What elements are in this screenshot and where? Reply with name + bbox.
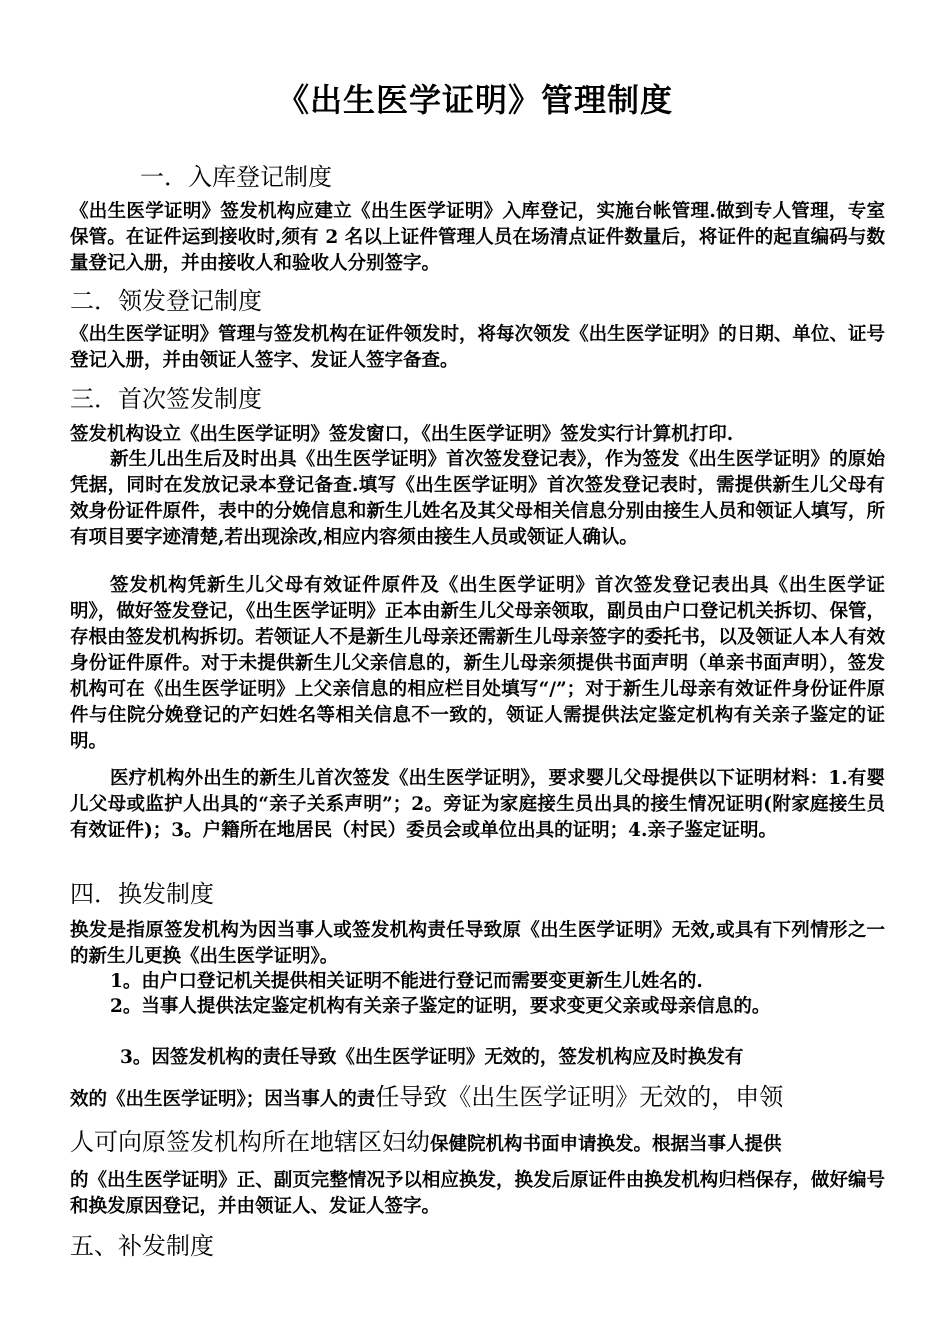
page-title: 《出生医学证明》管理制度 [276,81,673,119]
section-heading-2: 二．领发登记制度 [70,287,262,315]
list-item: 1。由户口登记机关提供相关证明不能进行登记而需要变更新生儿姓名的. [110,971,703,992]
section-heading-1: 一．入库登记制度 [140,163,332,191]
paragraph: 医疗机构外出生的新生儿首次签发《出生医学证明》，要求婴儿父母提供以下证明材料：1.有婴儿父母或监护人出具的“亲子关系声明”；2。旁证为家庭接生员出具的接生情况证明(附家庭接生员有效证件)；3。户籍所在地居民（村民）委员会或单位出具的证明；4.亲子鉴定证明。 [70,768,885,841]
paragraph: 换发是指原签发机构为因当事人或签发机构责任导致原《出生医学证明》无效,或具有下列情形之一的新生儿更换《出生医学证明》。 [70,920,885,967]
section-heading-3: 三．首次签发制度 [70,385,262,413]
paragraph: 签发机构凭新生儿父母有效证件原件及《出生医学证明》首次签发登记表出具《出生医学证明》，做好签发登记，《出生医学证明》正本由新生儿父母亲领取，副员由户口登记机关拆切、保管，存根由签发机构拆切。若领证人不是新生儿母亲还需新生儿母亲签字的委托书，以及领证人本人有效身份证件原件。对于未提供新生儿父亲信息的，新生儿母亲须提供书面声明（单亲书面声明），签发机构可在《出生医学证明》上父亲信息的相应栏目处填写“/”；对于新生儿母亲有效证件身份证件原件与住院分娩登记的产妇姓名等相关信息不一致的，领证人需提供法定鉴定机构有关亲子鉴定的证明。 [70,575,885,752]
section-heading-4: 四．换发制度 [70,880,214,908]
paragraph: 《出生医学证明》签发机构应建立《出生医学证明》入库登记，实施台帐管理.做到专人管理，专室保管。在证件运到接收时,须有 2 名以上证件管理人员在场清点证件数量后，将证件的起直编码与数量登记入册，并由接收人和验收人分别签字。 [70,201,885,274]
paragraph: 新生儿出生后及时出具《出生医学证明》首次签发登记表》，作为签发《出生医学证明》的原始凭据，同时在发放记录本登记备查.填写《出生医学证明》首次签发登记表时，需提供新生儿父母有效身份证件原件，表中的分娩信息和新生儿姓名及其父母相关信息分别由接生人员和领证人填写，所有项目要字迹清楚,若出现涂改,相应内容须由接生人员或领证人确认。 [70,449,885,548]
paragraph: 《出生医学证明》管理与签发机构在证件领发时，将每次领发《出生医学证明》的日期、单位、证号登记入册，并由领证人签字、发证人签字备查。 [70,324,885,371]
section-heading-5: 五、补发制度 [70,1232,214,1260]
paragraph: 的《出生医学证明》正、副页完整情况予以相应换发，换发后原证件由换发机构归档保存，做好编号和换发原因登记，并由领证人、发证人签字。 [70,1170,885,1217]
list-item-3-line-1: 3。因签发机构的责任导致《出生医学证明》无效的，签发机构应及时换发有 [120,1047,744,1068]
list-item-3-line-2: 效的《出生医学证明》；因当事人的责任导致《出生医学证明》无效的，申领 [70,1083,784,1111]
paragraph: 签发机构设立《出生医学证明》签发窗口，《出生医学证明》签发实行计算机打印. [70,424,734,445]
list-item: 2。当事人提供法定鉴定机构有关亲子鉴定的证明，要求变更父亲或母亲信息的。 [110,996,771,1017]
list-item-3-line-3: 人可向原签发机构所在地辖区妇幼保健院机构书面申请换发。根据当事人提供 [70,1128,782,1156]
